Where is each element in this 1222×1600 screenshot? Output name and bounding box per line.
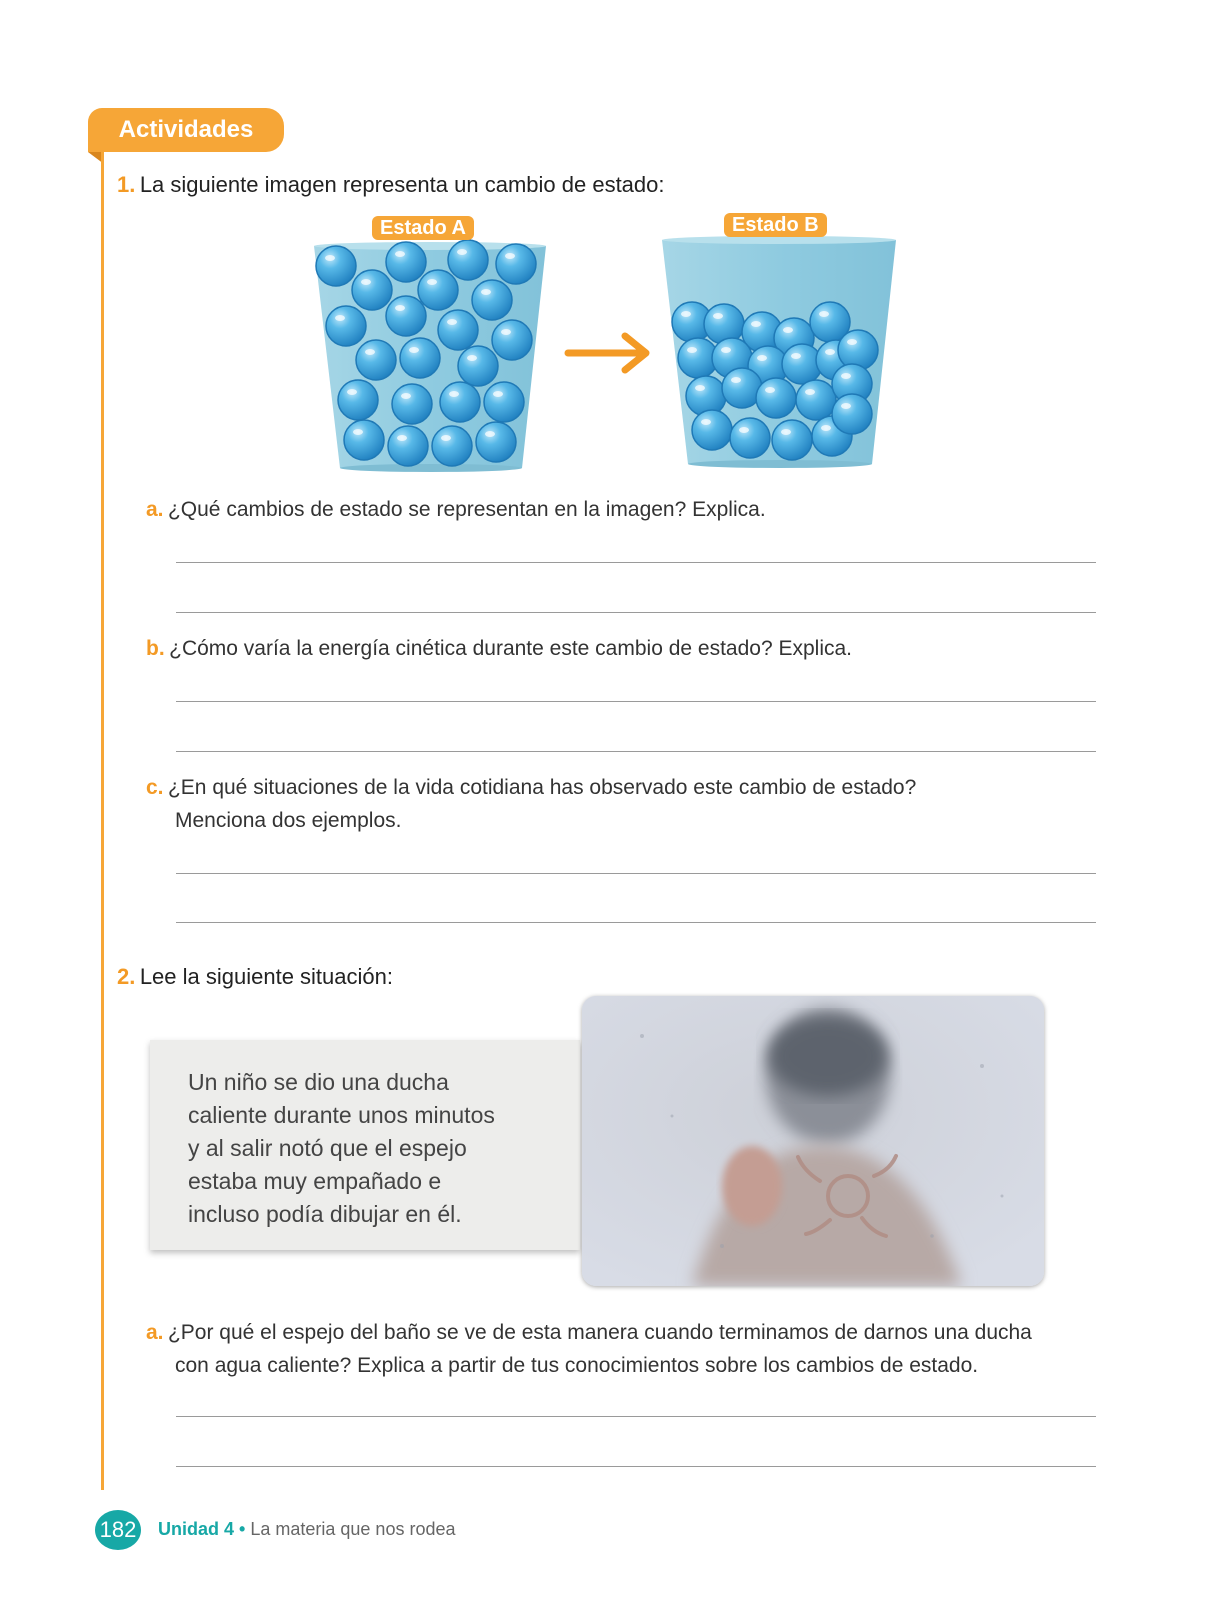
page-number: 182: [99, 1517, 137, 1542]
particle: [686, 376, 726, 416]
particle: [326, 306, 366, 346]
particle-highlight: [791, 353, 801, 359]
particle-highlight: [467, 355, 477, 361]
footer-title: La materia que nos rodea: [250, 1519, 456, 1539]
particle: [730, 418, 770, 458]
question-1b-letter: b.: [146, 637, 165, 660]
particle-highlight: [441, 435, 451, 441]
particle: [832, 394, 872, 434]
question-1-prompt: La siguiente imagen representa un cambio de estado:: [139, 172, 665, 197]
situation-line: caliente durante unos minutos: [188, 1102, 495, 1128]
particle-highlight: [401, 393, 411, 399]
particle-highlight: [819, 311, 829, 317]
particle: [432, 426, 472, 466]
particle-highlight: [505, 253, 515, 259]
particle: [344, 420, 384, 460]
particle: [352, 270, 392, 310]
particle: [388, 426, 428, 466]
particle-highlight: [731, 377, 741, 383]
particle: [484, 382, 524, 422]
particle: [692, 410, 732, 450]
particle-highlight: [361, 279, 371, 285]
particle-highlight: [409, 347, 419, 353]
answer-line[interactable]: [176, 1466, 1096, 1467]
particle-highlight: [841, 403, 851, 409]
particle-highlight: [805, 389, 815, 395]
particle-highlight: [365, 349, 375, 355]
particle-highlight: [751, 321, 761, 327]
arrow-right-icon: [568, 336, 646, 370]
answer-line[interactable]: [176, 873, 1096, 874]
footer-unit: Unidad 4: [158, 1519, 235, 1539]
section-side-rule: [101, 152, 104, 1490]
particle: [392, 384, 432, 424]
particle: [472, 280, 512, 320]
particle-highlight: [325, 255, 335, 261]
question-1c-letter: c.: [146, 776, 164, 799]
particle-highlight: [841, 373, 851, 379]
state-b-badge: [724, 214, 827, 237]
particle-highlight: [353, 429, 363, 435]
question-1a: [146, 493, 766, 526]
particle: [838, 330, 878, 370]
particle: [400, 338, 440, 378]
particle: [440, 382, 480, 422]
particle-highlight: [721, 347, 731, 353]
situation-line: incluso podía dibujar en él.: [188, 1201, 462, 1227]
particle: [386, 242, 426, 282]
particle: [772, 420, 812, 460]
glass-state-b: [662, 236, 896, 468]
question-1a-text: ¿Qué cambios de estado se representan en la imagen? Explica.: [167, 498, 766, 521]
question-1b-text: ¿Cómo varía la energía cinética durante este cambio de estado? Explica.: [169, 637, 853, 660]
particle-highlight: [457, 249, 467, 255]
particle-highlight: [821, 425, 831, 431]
question-1a-letter: a.: [146, 498, 164, 521]
particle-highlight: [765, 387, 775, 393]
particle: [492, 320, 532, 360]
particle-highlight: [395, 305, 405, 311]
particle: [356, 340, 396, 380]
particle: [448, 240, 488, 280]
question-1b: [146, 632, 852, 665]
particle-highlight: [783, 327, 793, 333]
particle-highlight: [713, 313, 723, 319]
particle-highlight: [481, 289, 491, 295]
particle-highlight: [485, 431, 495, 437]
particle-highlight: [397, 435, 407, 441]
fogged-glass-image: [582, 996, 1044, 1286]
question-2a-text-line2: con agua caliente? Explica a partir de tus conocimientos sobre los cambios de estado.: [175, 1354, 979, 1377]
section-tab-actividades: [88, 108, 284, 152]
glass-state-a: [314, 240, 546, 472]
particle-highlight: [427, 279, 437, 285]
question-2a-text-line1: ¿Por qué el espejo del baño se ve de esta manera cuando terminamos de darnos una ducha: [167, 1321, 1032, 1344]
state-change-illustration: [300, 212, 940, 487]
particle-highlight: [687, 347, 697, 353]
particle: [418, 270, 458, 310]
answer-line[interactable]: [176, 922, 1096, 923]
situation-line: y al salir notó que el espejo: [188, 1135, 467, 1161]
particle-highlight: [757, 355, 767, 361]
answer-line[interactable]: [176, 612, 1096, 613]
particle-highlight: [825, 349, 835, 355]
footer-unit-title: [158, 1519, 456, 1540]
particle: [476, 422, 516, 462]
answer-line[interactable]: [176, 1416, 1096, 1417]
particle: [438, 310, 478, 350]
particle: [316, 246, 356, 286]
particle-highlight: [739, 427, 749, 433]
particle: [756, 378, 796, 418]
particle-highlight: [781, 429, 791, 435]
particles-state-b: [672, 302, 878, 460]
particle-highlight: [847, 339, 857, 345]
answer-line[interactable]: [176, 701, 1096, 702]
question-2-heading: [117, 964, 393, 990]
particle: [704, 304, 744, 344]
particle-highlight: [701, 419, 711, 425]
answer-line[interactable]: [176, 562, 1096, 563]
particle: [796, 380, 836, 420]
particle-highlight: [501, 329, 511, 335]
page-number-badge: [95, 1510, 141, 1550]
situation-line: Un niño se dio una ducha: [188, 1069, 449, 1095]
state-b-label: Estado B: [724, 213, 827, 237]
fogged-shower-photo: [582, 996, 1044, 1286]
question-2-number: 2.: [117, 964, 136, 989]
situation-line: estaba muy empañado e: [188, 1168, 442, 1194]
particle: [458, 346, 498, 386]
particle: [338, 380, 378, 420]
section-tab-label: Actividades: [118, 116, 254, 143]
question-1c: [146, 771, 916, 804]
question-2a-letter: a.: [146, 1321, 164, 1344]
particle-highlight: [447, 319, 457, 325]
particle-highlight: [681, 311, 691, 317]
particle-highlight: [493, 391, 503, 397]
question-2a: [146, 1316, 1032, 1349]
question-1c-text-line1: ¿En qué situaciones de la vida cotidiana has observado este cambio de estado?: [167, 776, 917, 799]
particle-highlight: [347, 389, 357, 395]
particle-highlight: [335, 315, 345, 321]
particle-highlight: [395, 251, 405, 257]
particle-highlight: [695, 385, 705, 391]
question-1-number: 1.: [117, 172, 136, 197]
footer-separator: •: [239, 1519, 246, 1539]
answer-line[interactable]: [176, 751, 1096, 752]
situation-text: [188, 1066, 568, 1231]
question-1c-text-line2: Menciona dos ejemplos.: [175, 809, 402, 832]
state-a-label: Estado A: [372, 216, 474, 240]
particle: [386, 296, 426, 336]
particle-highlight: [449, 391, 459, 397]
question-1-heading: [117, 172, 665, 198]
particle: [496, 244, 536, 284]
state-a-badge: [372, 217, 474, 240]
question-2-prompt: Lee la siguiente situación:: [139, 964, 393, 989]
